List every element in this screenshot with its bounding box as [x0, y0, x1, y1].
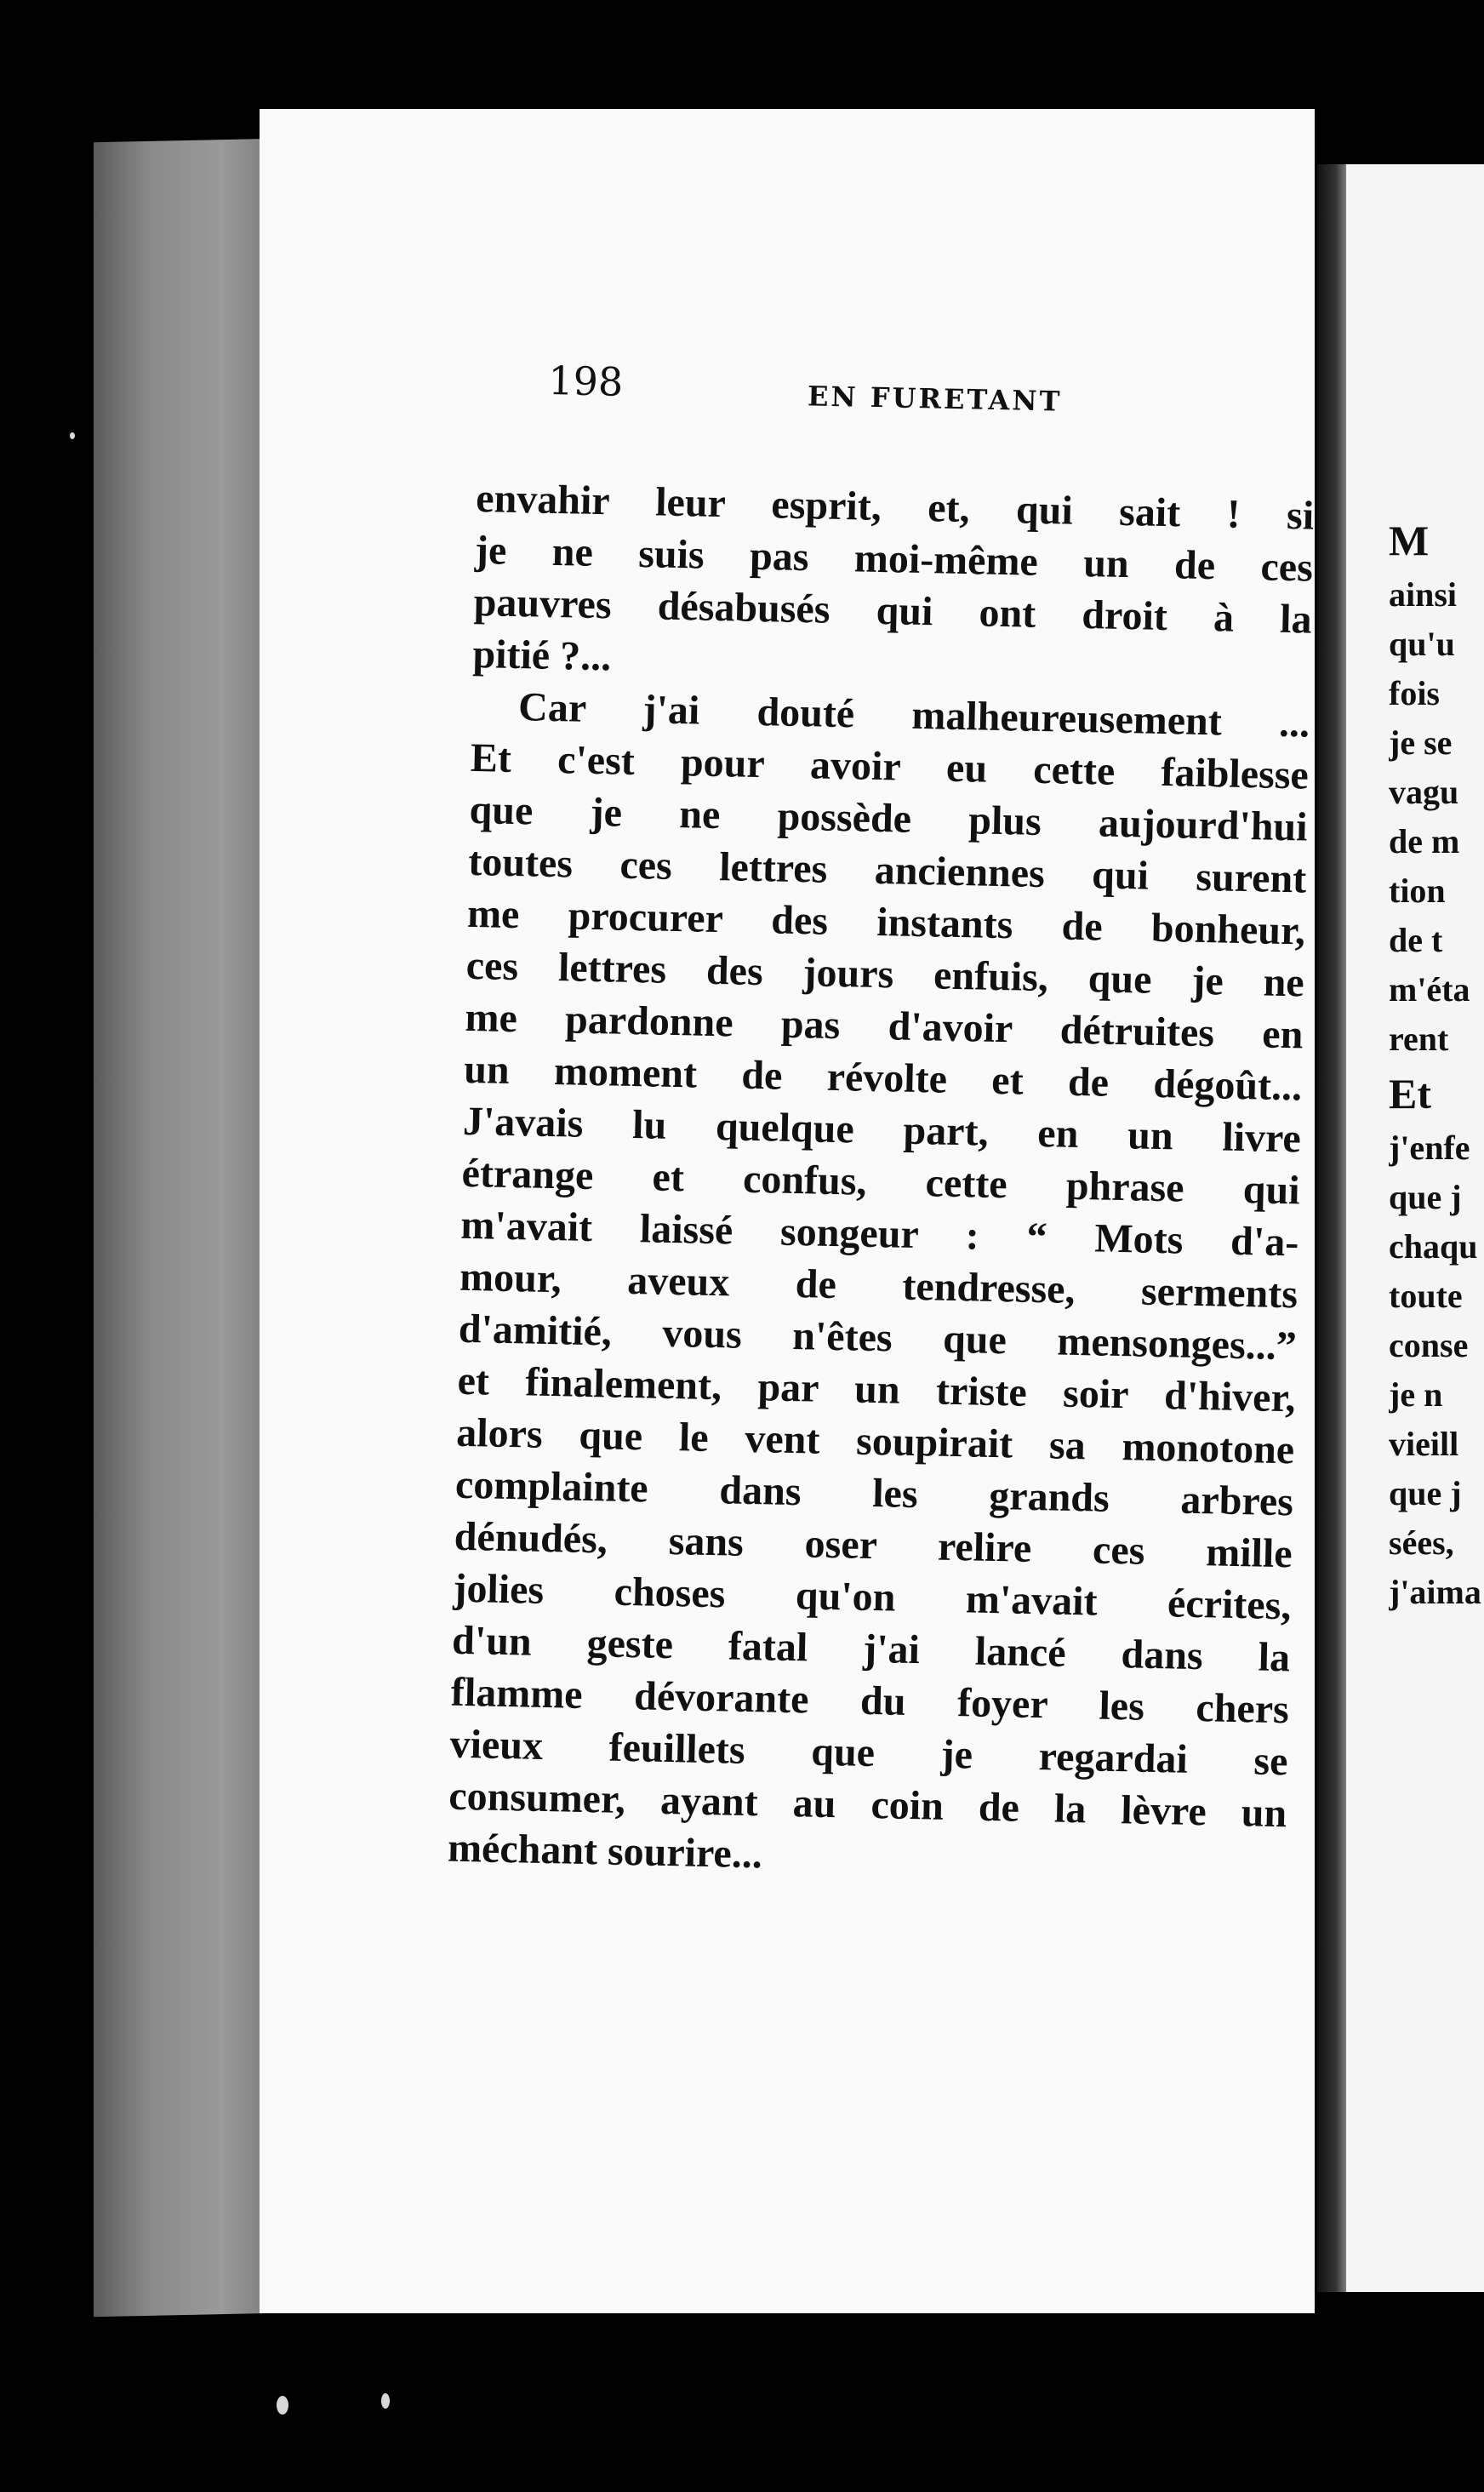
- text-line: étrange et confus, cette phrase qui: [461, 1150, 1301, 1214]
- facing-text-line: rent: [1389, 1020, 1449, 1058]
- text-line: pauvres désabusés qui ont droit à la: [473, 579, 1313, 643]
- text-line: pitié ?...: [471, 631, 612, 680]
- book-page-edges: [94, 139, 277, 2318]
- facing-text-line: m'éta: [1389, 970, 1470, 1009]
- facing-text-line: de t: [1389, 921, 1443, 959]
- facing-text-line: toute: [1389, 1277, 1463, 1315]
- facing-text-line: M: [1389, 517, 1430, 564]
- facing-text-line: que j: [1389, 1178, 1462, 1216]
- text-line: envahir leur esprit, et, qui sait ! si: [475, 475, 1315, 539]
- facing-text-line: je se: [1389, 723, 1453, 762]
- facing-text-line: fois: [1389, 674, 1440, 712]
- facing-text-line: vieill: [1389, 1425, 1459, 1463]
- text-line: que je ne possède plus aujourd'hui: [469, 786, 1309, 850]
- facing-text-line: que j: [1389, 1474, 1462, 1512]
- text-line: flamme dévorante du foyer les chers: [450, 1669, 1290, 1733]
- facing-page-text: [1389, 511, 1484, 1617]
- text-line: ces lettres des jours enfuis, que je ne: [465, 942, 1305, 1006]
- text-line: méchant sourire...: [447, 1825, 763, 1878]
- text-line: mour, aveux de tendresse, serments: [459, 1254, 1298, 1317]
- facing-text-line: sées,: [1389, 1523, 1454, 1562]
- text-line: dénudés, sans oser relire ces mille: [454, 1513, 1293, 1577]
- facing-text-line: de m: [1389, 822, 1460, 860]
- facing-text-line: Et: [1389, 1070, 1431, 1117]
- facing-text-line: chaqu: [1389, 1227, 1478, 1266]
- facing-text-line: ainsi: [1389, 575, 1458, 614]
- text-line: m'avait laissé songeur : “ Mots d'a-: [459, 1202, 1299, 1266]
- text-line: Car j'ai douté malheureusement ...: [517, 684, 1310, 746]
- facing-text-line: qu'u: [1389, 625, 1455, 663]
- facing-text-line: j'aima: [1389, 1573, 1481, 1611]
- text-line: complainte dans les grands arbres: [454, 1461, 1294, 1525]
- facing-text-line: conse: [1389, 1326, 1469, 1364]
- text-line: d'un geste fatal j'ai lancé dans la: [451, 1617, 1291, 1681]
- facing-text-line: vagu: [1389, 773, 1459, 811]
- running-head: EN FURETANT: [807, 380, 1063, 418]
- text-line: un moment de révolte et de dégoût...: [463, 1046, 1303, 1110]
- facing-text-line: je n: [1389, 1375, 1443, 1414]
- text-line: et finalement, par un triste soir d'hiver,: [457, 1357, 1296, 1421]
- scan-speck: [70, 432, 75, 439]
- scan-speck: [381, 2393, 390, 2409]
- facing-text-line: tion: [1389, 872, 1446, 910]
- facing-text-line: j'enfe: [1389, 1129, 1470, 1167]
- book-gutter-shadow: [1317, 164, 1348, 2292]
- text-line: me pardonne pas d'avoir détruites en: [465, 994, 1304, 1058]
- page-header: [547, 357, 1093, 437]
- scan-speck: [277, 2396, 288, 2415]
- text-line: alors que le vent soupirait sa monotone: [455, 1409, 1295, 1473]
- body-text: [448, 472, 1315, 1891]
- text-line: je ne suis pas moi-même un de ces: [474, 527, 1314, 591]
- text-line: jolies choses qu'on m'avait écrites,: [452, 1565, 1292, 1629]
- text-line: toutes ces lettres anciennes qui surent: [467, 838, 1307, 902]
- page-number: 198: [547, 357, 624, 405]
- text-line: consumer, ayant au coin de la lèvre un: [448, 1773, 1287, 1837]
- text-line: Et c'est pour avoir eu cette faiblesse: [470, 734, 1310, 798]
- text-line: me procurer des instants de bonheur,: [466, 890, 1306, 954]
- text-line: J'avais lu quelque part, en un livre: [462, 1098, 1302, 1162]
- text-line: d'amitié, vous n'êtes que mensonges...”: [458, 1306, 1298, 1369]
- text-line: vieux feuillets que je regardai se: [449, 1721, 1289, 1785]
